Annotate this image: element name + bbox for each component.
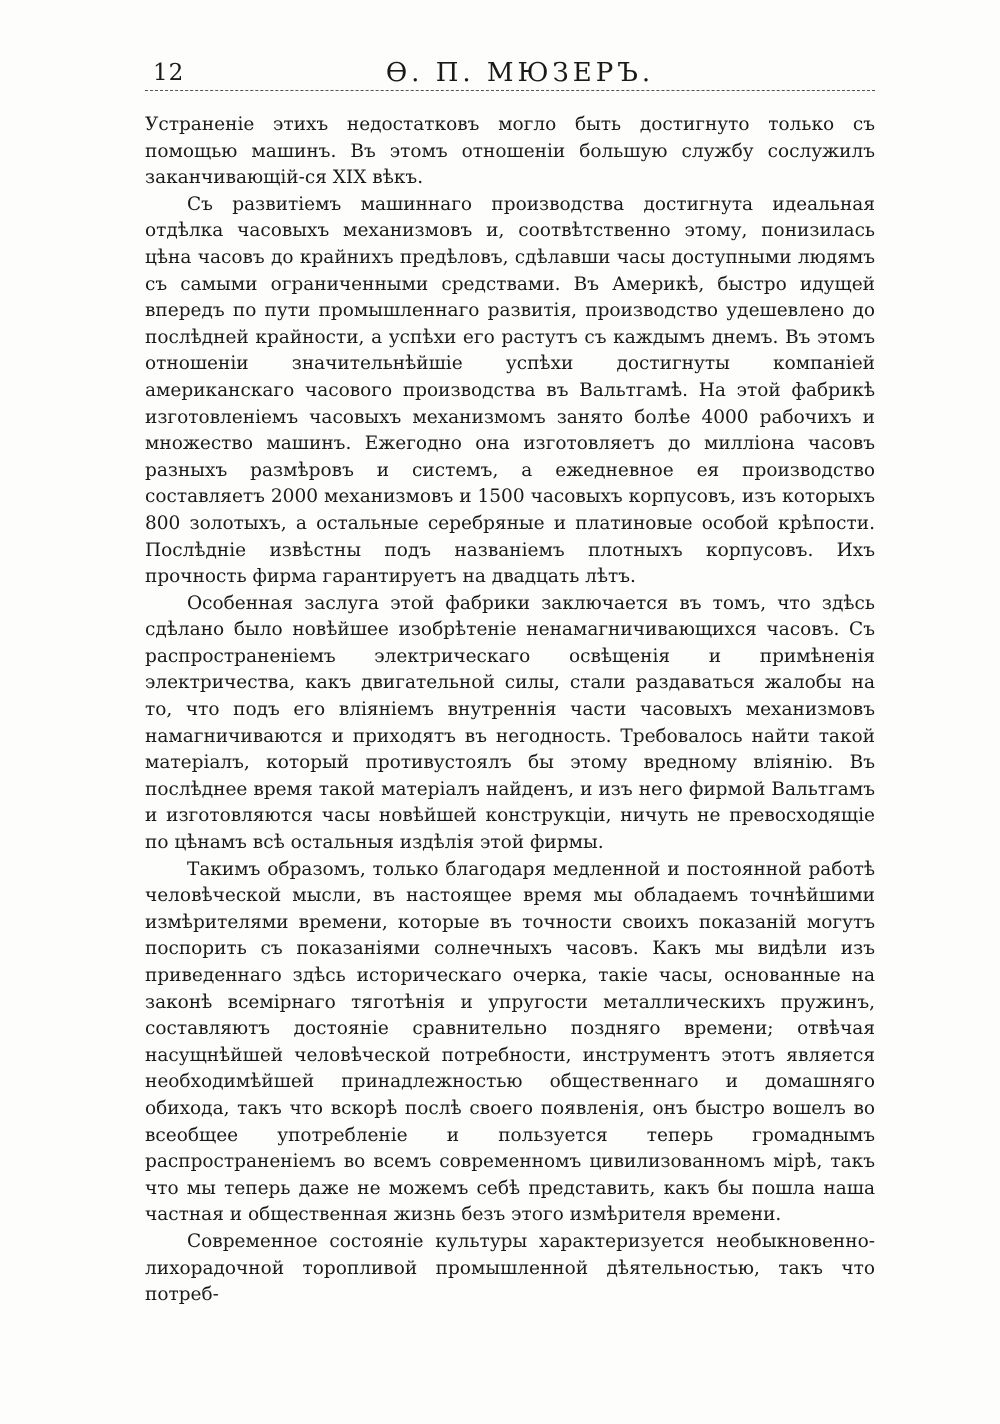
paragraph-3: Особенная заслуга этой фабрики заключается въ томъ, что здѣсь сдѣлано было новѣйшее изобрѣтеніе ненамагничивающихся часовъ. Съ распространеніемъ электрическаго освѣщенія и примѣненія электричества, какъ двигательной силы, стали раздаваться жалобы на то, что подъ его вліяніемъ внутреннія части часовыхъ механизмовъ намагничиваются и приходятъ въ негодность. Требовалось найти такой матеріалъ, который противустоялъ бы этому вредному вліянію. Въ послѣднее время такой матеріалъ найденъ, и изъ него фирмой Вальтгамъ и изготовляются часы новѣйшей конструкціи, ничуть не превосходящіе по цѣнамъ всѣ остальныя издѣлія этой фирмы.	[145, 592, 875, 854]
header-rule	[145, 90, 875, 91]
text-body	[145, 112, 875, 1309]
paragraph-4: Такимъ образомъ, только благодаря медленной и постоянной работѣ человѣческой мысли, въ настоящее время мы обладаемъ точнѣйшими измѣрителями времени, которые въ точности своихъ показаній могутъ поспорить съ показаніями солнечныхъ часовъ. Какъ мы видѣли изъ приведеннаго здѣсь историческаго очерка, такіе часы, основанные на законѣ всемірнаго тяготѣнія и упругости металлическихъ пружинъ, составляютъ достояніе сравнительно поздняго времени; отвѣчая насущнѣйшей человѣческой потребности, инструментъ этотъ является необходимѣйшей принадлежностью общественнаго и домашняго обихода, такъ что вскорѣ послѣ своего появленія, онъ быстро вошелъ во всеобщее употребленіе и пользуется теперь громаднымъ распространеніемъ во всемъ современномъ цивилизованномъ мірѣ, такъ что мы теперь даже не можемъ себѣ представить, какъ бы пошла наша частная и общественная жизнь безъ этого измѣрителя времени.	[145, 858, 875, 1226]
running-head	[145, 56, 875, 92]
paragraph-2: Съ развитіемъ машиннаго производства достигнута идеальная отдѣлка часовыхъ механизмовъ и, соотвѣтственно этому, понизилась цѣна часовъ до крайнихъ предѣловъ, сдѣлавши часы доступными людямъ съ самыми ограниченными средствами. Въ Америкѣ, быстро идущей впередъ по пути промышленнаго развитія, производство удешевлено до послѣдней крайности, а успѣхи его растутъ съ каждымъ днемъ. Въ этомъ отношеніи значительнѣйшіе успѣхи достигнуты компаніей американскаго часового производства въ Вальтгамѣ. На этой фабрикѣ изготовленіемъ часовыхъ механизмомъ занято болѣе 4000 рабочихъ и множество машинъ. Ежегодно она изготовляетъ до милліона часовъ разныхъ размѣровъ и системъ, а ежедневное ея производство составляетъ 2000 механизмовъ и 1500 часовыхъ корпусовъ, изъ которыхъ 800 золотыхъ, а остальные серебряные и платиновые особой крѣпости. Послѣдніе извѣстны подъ названіемъ плотныхъ корпусовъ. Ихъ прочность фирма гарантируетъ на двадцать лѣтъ.	[145, 193, 875, 588]
page-number: 12	[153, 60, 185, 86]
paragraph-5: Современное состояніе культуры характеризуется необыкновенно-лихорадочной торопливой промышленной дѣятельностью, такъ что потреб-	[145, 1230, 875, 1306]
paragraph-1: Устраненіе этихъ недостатковъ могло быть достигнуто только съ помощью машинъ. Въ этомъ отношеніи большую службу сослужилъ заканчивающій-ся XIX вѣкъ.	[145, 114, 875, 189]
header-title: Ѳ. П. МЮЗЕРЪ.	[385, 58, 655, 88]
